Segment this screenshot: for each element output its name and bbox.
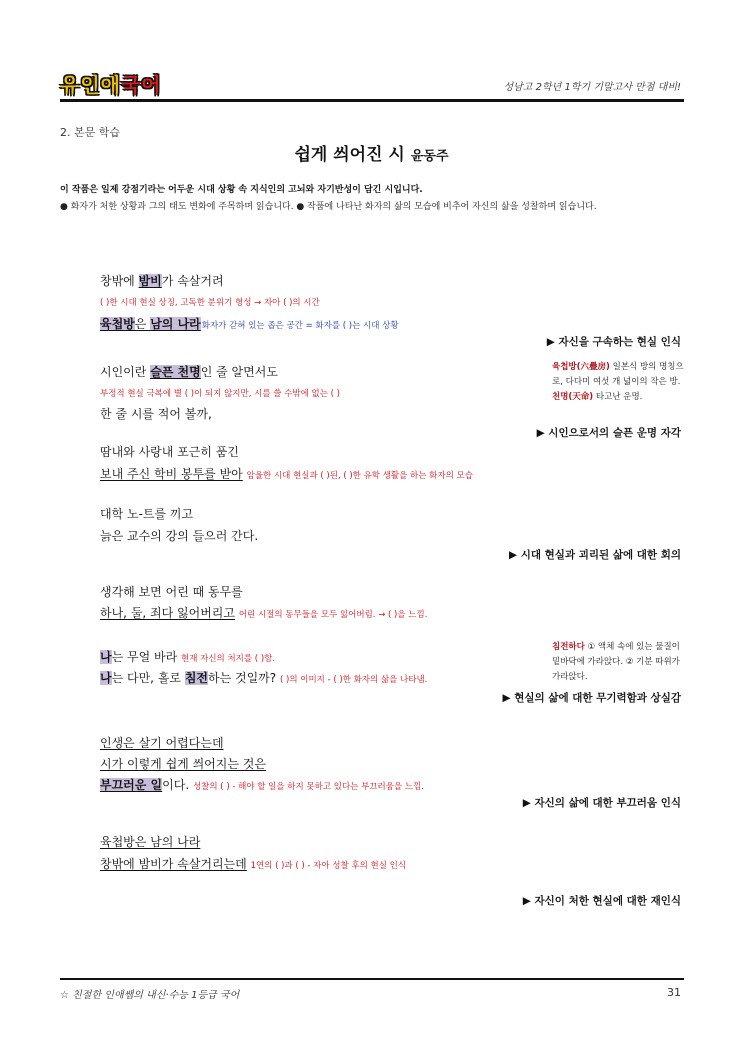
theme-1: ▶ 자신을 구속하는 현실 인식	[546, 336, 681, 348]
poem-line-17	[100, 855, 406, 872]
line-text: 은	[134, 317, 151, 331]
keyword-seulpeun-cheonmyeong: 슬픈 천명	[150, 365, 201, 379]
poem-author: 윤동주	[410, 149, 449, 164]
theme-6: ▶ 자신이 처한 현실에 대한 재인식	[522, 895, 681, 907]
intro-summary: 이 작품은 일제 강점기라는 어두운 시대 상황 속 지식인의 고뇌와 자기반성이 담긴 시입니다.	[60, 185, 423, 195]
note-6: 암울한 시대 현실과 ( )된, ( )한 유학 생활을 하는 화자의 모습	[246, 471, 473, 481]
poem-line-14	[100, 755, 266, 772]
sidenote-1	[552, 360, 684, 405]
theme-3: ▶ 시대 현실과 괴리된 삶에 대한 회의	[508, 549, 681, 561]
term-yukchupbang: 육첩방(六疊房)	[552, 362, 610, 372]
keyword-na: 나	[100, 650, 112, 664]
note-2: 화자가 갇혀 있는 좁은 공간 = 화자를 ( )는 시대 상황	[201, 321, 399, 331]
poem-line-8: 늙은 교수의 강의 들으러 간다.	[100, 529, 259, 543]
note-10: 어린 시절의 동무들을 모두 잃어버림. → ( )을 느낌.	[238, 610, 428, 620]
poem-line-12	[100, 669, 427, 686]
line-text: 인생은 살기 어렵다는데	[100, 736, 224, 750]
note-1: ( )한 시대 현실 상징, 고독한 분위기 형성 → 자아 ( )의 시간	[100, 298, 320, 308]
sidenote-2	[552, 640, 684, 685]
line-text: 창밖에	[100, 274, 139, 288]
line-text: 육첩방은 남의 나라	[100, 835, 201, 849]
poem-line-1	[100, 272, 224, 289]
line-text: 보내 주신 학비 봉투를 받아	[100, 467, 243, 481]
line-text: 인 줄 알면서도	[200, 365, 278, 379]
poem-line-7: 대학 노-트를 끼고	[100, 507, 194, 521]
logo-text-2: 국어	[120, 73, 162, 97]
poem-line-13	[100, 734, 224, 751]
poem-line-15	[100, 776, 424, 793]
poem-line-2	[100, 315, 399, 332]
poem-line-11	[100, 648, 275, 665]
brand-logo	[60, 70, 180, 96]
poem-line-16	[100, 833, 200, 850]
poem-line-5: 땀내와 사랑내 포근히 품긴	[100, 445, 239, 459]
line-text: 는 무얼 바라	[111, 650, 181, 664]
intro-guide: ● 화자가 처한 상황과 그의 태도 변화에 주목하며 읽습니다. ● 작품에 나타난 화자의 삶의 모습에 비추어 자신의 삶을 성찰하며 읽습니다.	[60, 202, 597, 212]
note-15: 성찰의 ( ) - 해야 할 일을 하지 못하고 있다는 부끄러움을 느낌.	[192, 782, 424, 792]
line-text: 하는 것일까?	[208, 671, 277, 685]
page-number: 31	[667, 986, 681, 999]
section-label: 2. 본문 학습	[60, 126, 120, 139]
note-12: ( )의 이미지 - ( )한 화자의 삶을 나타냄.	[279, 675, 428, 685]
theme-2: ▶ 시인으로서의 슬픈 운명 자각	[536, 427, 681, 439]
line-text: 가 속살거려	[161, 274, 224, 288]
def-cheonmyeong: 타고난 운명.	[593, 392, 643, 402]
keyword-nam-ui-nara: 남의 나라	[150, 317, 201, 331]
page-title	[0, 140, 743, 165]
exam-note: 성남고 2학년 1학기 기말고사 만점 대비!	[503, 82, 681, 93]
logo-text-1: 유인애	[60, 73, 121, 97]
line-text: 시가 이렇게 쉽게 씌어지는 것은	[100, 757, 266, 771]
note-3: 부정적 현실 극복에 별 ( )이 되지 않지만, 시를 쓸 수밖에 없는 ( )	[100, 389, 340, 399]
keyword-na: 나	[100, 671, 112, 685]
keyword-bambi: 밤비	[138, 274, 162, 288]
def-chimjeon: ① 액체 속에 있는 물질이 밑바닥에 가라앉다. ② 기분 따위가 가라앉다.	[552, 642, 680, 682]
keyword-bukkeureoun-il: 부끄러운 일	[100, 778, 163, 792]
def-yukchupbang: 일본식 방의 명칭으로, 다다미 여섯 개 넓이의 작은 방.	[552, 362, 684, 387]
poem-line-3	[100, 363, 278, 380]
term-cheonmyeong: 천명(天命)	[552, 392, 594, 402]
poem-line-9: 생각해 보면 어린 때 동무를	[100, 585, 243, 599]
poem-line-6	[100, 465, 473, 482]
theme-5: ▶ 자신의 삶에 대한 부끄러움 인식	[522, 797, 681, 809]
term-chimjeon: 침전하다	[552, 642, 585, 652]
keyword-yukchupbang: 육첩방	[100, 317, 135, 331]
line-text: 창밖에 밤비가 속살거리는데	[100, 857, 247, 871]
line-text: 시인이란	[100, 365, 151, 379]
poem-line-10	[100, 604, 427, 621]
line-text: 이다.	[162, 778, 190, 792]
line-text: 하나, 둘, 죄다 잃어버리고	[100, 606, 235, 620]
note-11: 현재 자신의 처지를 ( )함.	[181, 654, 276, 664]
header-divider	[60, 99, 684, 102]
footer-brand: ☆ 친절한 인애쌤의 내신·수능 1등급 국어	[60, 990, 240, 1001]
keyword-chimjeon: 침전	[184, 671, 208, 685]
poem-line-4: 한 줄 시를 적어 볼까,	[100, 407, 212, 421]
note-17: 1연의 ( )과 ( ) - 자아 성찰 후의 현실 인식	[250, 861, 407, 871]
theme-4: ▶ 현실의 삶에 대한 무기력함과 상실감	[502, 692, 681, 704]
line-text: 는 다만, 홀로	[111, 671, 185, 685]
poem-title: 쉽게 씌어진 시	[294, 145, 405, 165]
footer-divider	[60, 978, 684, 980]
